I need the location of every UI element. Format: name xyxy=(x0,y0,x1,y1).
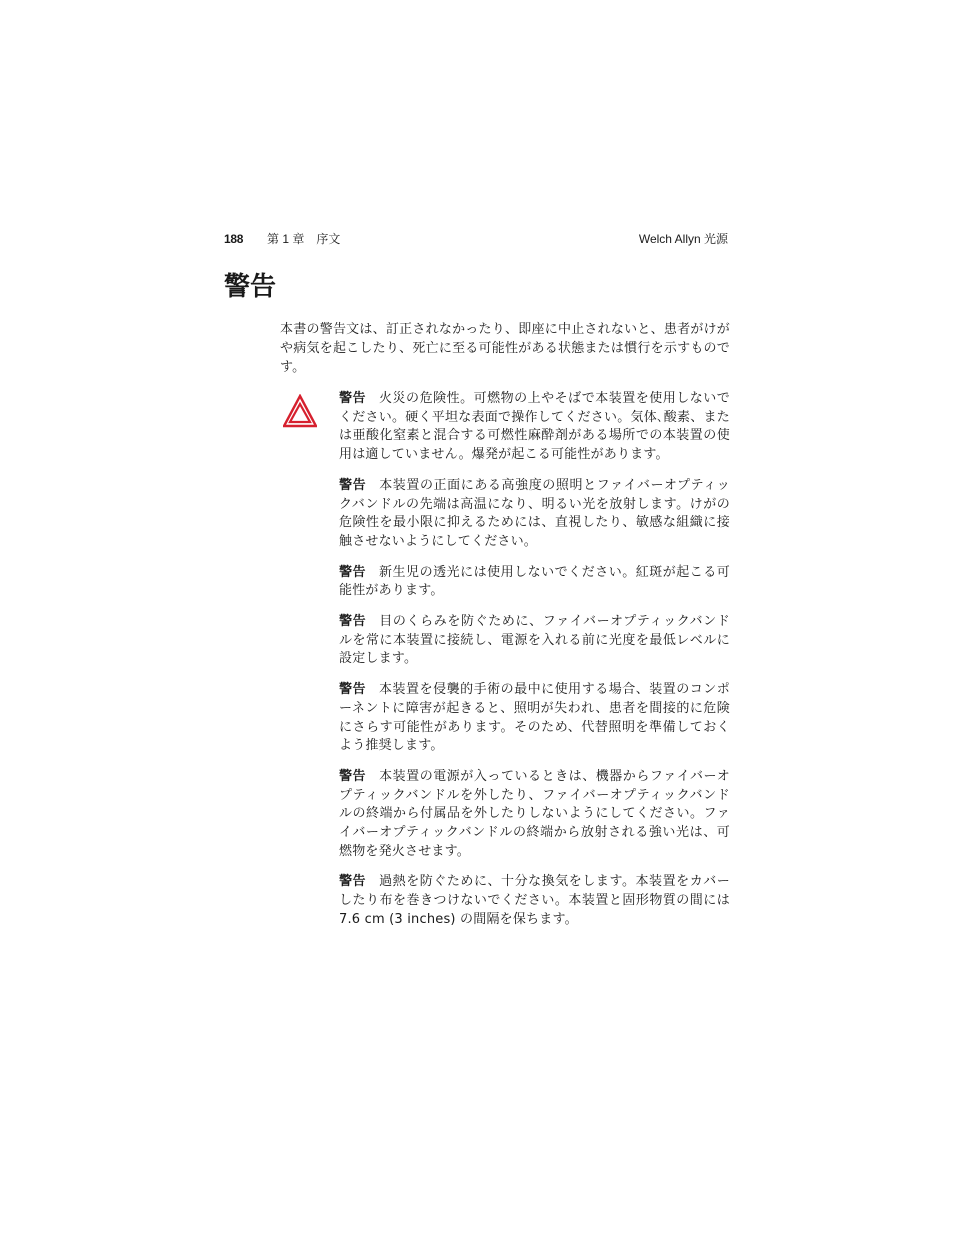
warning-triangle-icon xyxy=(283,394,317,428)
warning-text: 目のくらみを防ぐために、ファイバーオプティックバンドルを常に本装置に接続し、電源を入れる前に光度を最低レベルに設定します。 xyxy=(339,614,730,667)
warning-text: 本装置の電源が入っているときは、機器からファイバーオプティックバンドルを外したり、ファイバーオプティックバンドルの終端から付属品を外したりしないようにしてください。ファイバーオプティックバンドルの終端から放射される強い光は、可燃物を発火させます。 xyxy=(339,768,731,859)
warning-label: 警告 xyxy=(339,477,367,493)
warning-item xyxy=(339,681,730,756)
warning-label: 警告 xyxy=(339,564,367,580)
warning-text: 過熱を防ぐために、十分な換気をします。本装置をカバーしたり布を巻きつけないでください。本装置と固形物質の間には 7.6 cm (3 inches) の間隔を保ちます。 xyxy=(339,874,730,927)
page-number: 188 xyxy=(224,232,244,246)
warning-text: 火災の危険性。可燃物の上やそばで本装置を使用しないでください。硬く平坦な表面で操作してください。気体､酸素、または亜酸化窒素と混合する可燃性麻酔剤がある場所での本装置の使用は適していません。爆発が起こる可能性があります。 xyxy=(339,391,731,463)
warning-label: 警告 xyxy=(339,614,367,630)
chapter-title: 第 1 章 序文 xyxy=(267,232,341,246)
intro-paragraph: 本書の警告文は、訂正されなかったり、即座に中止されないと、患者がけがや病気を起こしたり、死亡に至る可能性がある状態または慣行を示すものです。 xyxy=(280,322,730,375)
warning-item xyxy=(339,477,730,552)
warning-list xyxy=(339,390,730,942)
warning-item xyxy=(339,768,730,862)
product-name: Welch Allyn 光源 xyxy=(638,232,728,246)
warning-text: 新生児の透光には使用しないでください。紅斑が起こる可能性があります。 xyxy=(339,564,731,599)
warning-item xyxy=(339,564,730,601)
warning-label: 警告 xyxy=(339,391,367,406)
warning-item xyxy=(339,390,730,465)
page-header xyxy=(224,231,728,247)
warning-label: 警告 xyxy=(339,768,367,784)
warning-text: 本装置を侵襲的手術の最中に使用する場合、装置のコンポーネントに障害が起きると、照明が失われ、患者を間接的に危険にさらす可能性があります。そのため、代替照明を準備しておくよう推奨します。 xyxy=(339,682,731,754)
warning-label: 警告 xyxy=(339,874,367,890)
warning-item xyxy=(339,613,730,669)
section-title: 警告 xyxy=(224,272,277,302)
warning-text: 本装置の正面にある高強度の照明とファイバーオプティックバンドルの先端は高温になり、明るい光を放射します。けがの危険性を最小限に抑えるためには、直視したり、敏感な組織に接触させないようにしてください。 xyxy=(339,477,730,549)
warning-item xyxy=(339,873,730,929)
warning-label: 警告 xyxy=(339,682,367,698)
